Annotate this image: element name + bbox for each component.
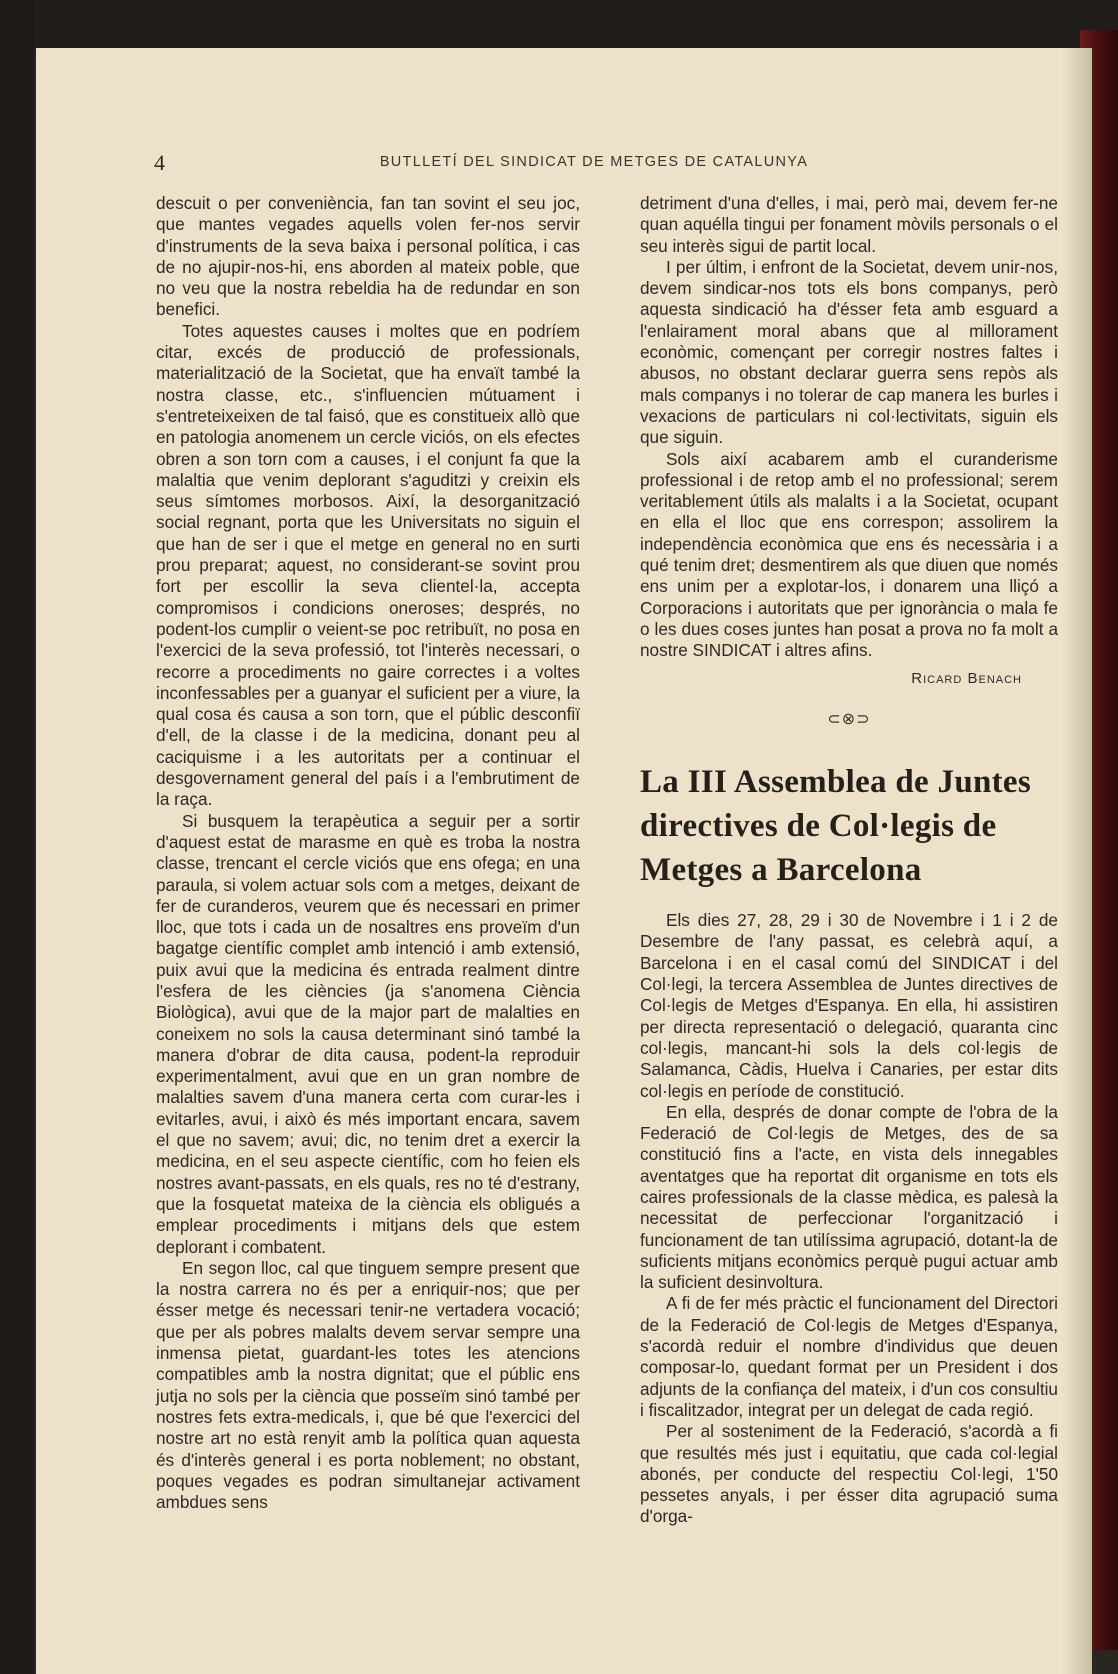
paragraph: Els dies 27, 28, 29 i 30 de Novembre i 1 i 2 de Desembre de l'any passat, es celebrà aquí, a Barcelona i en el casal comú del SINDICAT i del Col·legi, la tercera Assemblea de Juntes directives de Col·legis de Metges d'Espanya. En ella, hi assistiren per directa representació o delegació, quaranta cinc col·legis, mancant-hi sols la dels col·legis de Salamanca, Càdis, Huelva i Canaries, per estar dits col·legis en període de constitució. (640, 910, 1058, 1101)
section-ornament: ⊂⊗⊃ (827, 710, 871, 728)
document-page (36, 48, 1092, 1674)
paragraph: descuit o per conveniència, fan tan sovint el seu joc, que mantes vegades aquells volen fer-nos servir d'instruments de la seva baixa i personal política, i cas de no ajupir-nos-hi, ens aborden al mateix poble, que no veu que la nostra rebeldia ha de redundar en son benefici. (156, 193, 580, 320)
paragraph: En ella, després de donar compte de l'obra de la Federació de Col·legis de Metges, des de sa constitució fins a l'acte, en vista dels innegables aventatges que ha reportat dit organisme en tots els caires professionals de la classe mèdica, es palesà la necessitat de perfeccionar l'organització i funcionament de tan utilíssima agrupació, dotant-la de suficients mitjans econòmics perquè pugui actuar amb la suficient desinvoltura. (640, 1101, 1058, 1293)
paragraph: Sols així acabarem amb el curanderisme professional i de retop amb el no professional; serem veritablement útils als malalts i a la Societat, ocupant en ella el lloc que ens correspon; assolirem la independència econòmica que ens és necessària i a qué tenim dret; desmentirem als que diuen que només ens unim per a explotar-los, i donarem una lliçó a Corporacions i autoritats que per ignorància o mala fe o les dues coses juntes han posat a prova no fa molt a nostre SINDICAT i altres afins. (640, 448, 1058, 661)
page-number: 4 (154, 150, 165, 175)
running-head: BUTLLETÍ DEL SINDICAT DE METGES DE CATALUNYA (379, 154, 809, 170)
article-title: La III Assemblea de Juntes directives de Col·legis de Metges a Barcelona (640, 764, 1032, 889)
scan-background-left (0, 0, 34, 1674)
right-column (640, 193, 1058, 1528)
paragraph: Per al sosteniment de la Federació, s'acordà a fi que resultés més just i equitatiu, que cada col·legial abonés, per conducte del respectiu Col·legi, 1'50 pessetes anyals, i per ésser dita agrupació suma d'orga- (640, 1421, 1058, 1527)
scan-background-top (0, 0, 1118, 52)
paragraph: detriment d'una d'elles, i mai, però mai, devem fer-ne quan aquélla tingui per fonament mòvils personals o el seu interès sigui de partit local. (640, 193, 1058, 256)
page-header (154, 152, 1034, 174)
left-column (156, 193, 580, 1513)
paragraph: I per últim, i enfront de la Societat, devem unir-nos, devem sindicar-nos tots els bons companys, però aquesta sindicació ha d'ésser feta amb esguard a l'enlairament moral abans que al millorament econòmic, començant per corregir nostres faltes i abusos, no obstant declarar guerra sens repòs als mals companys i no tolerar de cap manera les burles i vexacions de particulars ni col·lectivitats, siguin els que siguin. (640, 256, 1058, 448)
paragraph: Totes aquestes causes i moltes que en podríem citar, excés de producció de professionals, materialització de la Societat, que ha envaït també la nostra classe, etc., s'influencien mútuament i s'entreteixeixen de tal faisó, que es constitueix allò que en patologia anomenem un cercle viciós, on els efectes obren a son torn com a causes, i el conjunt fa que la malaltia que venim deplorant s'aguditzi y creixin els seus símtomes morbosos. Així, la desorganització social regnant, porta que les Universitats no siguin el que han de ser i que el metge en general no en surti prou preparat; aquest, no considerant-se sovint prou fort per escollir la seva clientel·la, accepta compromisos i condicions oneroses; després, no podent-los cumplir o veient-se poc retribuït, no posa en l'exercici de la seva professió, tot l'interès necessari, o recorre a procediments no gaire correctes i a voltes inconfessables per a guanyar el suficient per a viure, la qual cosa és causa a son torn, que el públic desconfiï d'ell, de la classe i de la medicina, donant peu al caciquisme i a les autoritats per a continuar el desgovernament general del país i a l'embrutiment de la raça. (156, 320, 580, 810)
paragraph: En segon lloc, cal que tinguem sempre present que la nostra carrera no és per a enriquir-nos; que per ésser metge és necessari tenir-ne vertadera vocació; que per als pobres malalts devem servar sempre una inmensa pietat, guardant-les totes les atencions compatibles amb la nostra dignitat; que el públic ens jutja no sols per la ciència que posseïm sinó també per nostres fets extra-medicals, i, que bé que l'exercici del nostre art no està renyit amb la política quan aquesta és d'interès general i es porta noblement; no obstant, poques vegades es podran simultanejar activament ambdues sens (156, 1257, 580, 1513)
paragraph: Si busquem la terapèutica a seguir per a sortir d'aquest estat de marasme en què es troba la nostra classe, trencant el cercle viciós que ens ofega; en una paraula, si volem actuar sols com a metges, deixant de fer de curanderos, veurem que és necessari en primer lloc, que tots i cada un de nosaltres ens proveïm d'un bagatge científic complet amb intenció i amb extensió, puix avui que la medicina és entrada realment dintre l'esfera de les ciències (ja s'anomena Ciència Biològica), avui que de la major part de malalties en coneixem no sols la causa determinant sinó també la manera d'obrar de dita causa, podent-la reproduir experimentalment, avui que en un gran nombre de malalties savem d'una manera certa com curar-les i evitarles, avui, i això és més important encara, savem el que no savem; avui; dic, no tenim dret a exercir la medicina, en el seu aspecte científic, com ho feien els nostres avant-passats, en els quals, res no té d'estrany, que la fosquetat mateixa de la ciència els obligués a emplear procediments i mitjans dels que estem deplorant i combatent. (156, 810, 580, 1257)
paragraph: A fi de fer més pràctic el funcionament del Directori de la Federació de Col·legis de Metges d'Espanya, s'acordà reduir el nombre d'individus que deuen composar-lo, quedant format per un President i dos adjunts de la confiança del mateix, i d'un cos consultiu i fiscalitzador, integrat per un delegat de cada regió. (640, 1293, 1058, 1420)
author-signature: Ricard Benach (911, 669, 1022, 687)
